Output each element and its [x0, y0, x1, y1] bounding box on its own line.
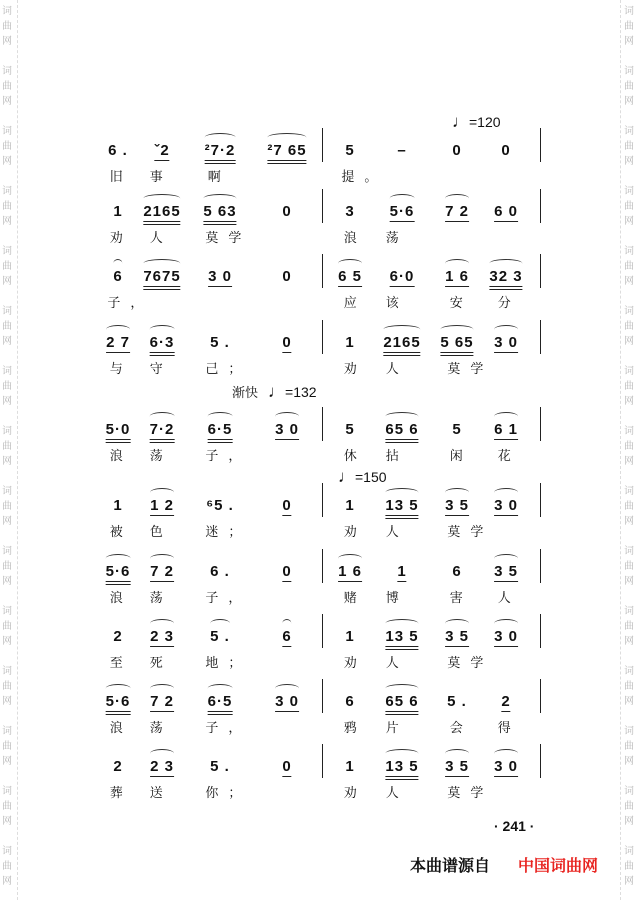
watermark-text: 词 曲 网 — [624, 786, 634, 827]
lyric: 人 — [149, 231, 173, 246]
note: 3 0 — [494, 497, 518, 514]
watermark-text: 词 曲 网 — [624, 426, 634, 467]
note: 1 2 — [150, 497, 174, 514]
watermark-text: 词 曲 网 — [2, 426, 12, 467]
lyric: 劝 — [343, 656, 367, 671]
note: 6 — [282, 628, 292, 645]
note: 5 . — [210, 628, 230, 645]
lyric: 事 — [149, 170, 173, 185]
score-line — [0, 497, 640, 547]
note: 3 0 — [494, 334, 518, 351]
lyric: 劝 — [343, 362, 367, 377]
bar-line — [322, 189, 323, 223]
note: 1 — [345, 628, 355, 645]
note: 7675 — [143, 268, 180, 290]
bar-line — [540, 320, 541, 354]
lyric: 闲 — [449, 449, 473, 464]
lyric: 色 — [149, 525, 173, 540]
watermark-text: 词 曲 网 — [624, 366, 634, 407]
watermark-text: 词 曲 网 — [2, 186, 12, 227]
note: 3 5 — [494, 563, 518, 580]
watermark-text: 词 曲 网 — [624, 726, 634, 767]
lyric: 子， — [205, 721, 252, 736]
lyric: 迷； — [205, 525, 252, 540]
tempo-mark-150: ♩=150 — [338, 467, 387, 486]
watermark-text: 词 曲 网 — [2, 126, 12, 167]
quarter-note-icon: ♩ — [338, 467, 355, 486]
note: 1 — [345, 497, 355, 514]
lyric: 劝 — [343, 786, 367, 801]
bar-line — [540, 744, 541, 778]
watermark-text: 词 曲 网 — [2, 246, 12, 287]
note: 5·6 — [106, 693, 131, 715]
score-line — [0, 268, 640, 318]
lyric: 子， — [205, 449, 252, 464]
lyric: 浪 — [109, 591, 133, 606]
lyric: 死 — [149, 656, 173, 671]
note: 5 — [452, 421, 462, 438]
watermark-text: 词 曲 网 — [2, 486, 12, 527]
lyric: 提。 — [341, 170, 388, 185]
note: ²7 65 — [267, 142, 306, 164]
lyric: 子， — [107, 296, 154, 311]
note: 3 0 — [494, 628, 518, 645]
note: ²7·2 — [205, 142, 236, 164]
score-line — [0, 693, 640, 743]
note: 65 6 — [385, 693, 418, 715]
lyric: 荡 — [149, 721, 173, 736]
note: 0 — [282, 758, 292, 775]
note: 6 1 — [494, 421, 518, 438]
score-line — [0, 334, 640, 384]
lyric: 害 — [449, 591, 473, 606]
note: 13 5 — [385, 497, 418, 519]
note: 0 — [452, 142, 462, 159]
watermark-text: 词 曲 网 — [2, 846, 12, 887]
lyric: 人 — [385, 786, 409, 801]
note: 0 — [282, 203, 292, 220]
note: 6·5 — [208, 421, 233, 443]
note: 5 . — [447, 693, 467, 710]
watermark-text: 词 曲 网 — [624, 246, 634, 287]
note: 5 . — [210, 334, 230, 351]
page-number: · 241 · — [494, 818, 535, 834]
note: 5·0 — [106, 421, 131, 443]
lyric: 莫学 — [205, 231, 252, 246]
note: 32 3 — [489, 268, 522, 290]
note: 2165 — [143, 203, 180, 225]
tempo-mark-132: 渐快 ♩=132 — [232, 382, 317, 401]
lyric: 守 — [149, 362, 173, 377]
source-label: 本曲谱源自 — [410, 856, 491, 875]
lyric: 该 — [385, 296, 409, 311]
note: 0 — [282, 334, 292, 351]
watermark-text: 词 曲 网 — [2, 606, 12, 647]
watermark-text: 词 曲 网 — [624, 606, 634, 647]
watermark-text: 词 曲 网 — [624, 846, 634, 887]
lyric: 人 — [385, 525, 409, 540]
lyric: 旧 — [109, 170, 133, 185]
watermark-text: 词 曲 网 — [2, 66, 12, 107]
note: 2 — [113, 628, 123, 645]
watermark-text: 词 曲 网 — [624, 6, 634, 47]
note: 0 — [282, 563, 292, 580]
watermark-text: 词 曲 网 — [2, 366, 12, 407]
note: 1 — [397, 563, 407, 580]
bar-line — [322, 679, 323, 713]
note: 5 65 — [440, 334, 473, 356]
lyric: 你； — [205, 786, 252, 801]
note: 6 — [345, 693, 355, 710]
note: ˇ2 — [154, 142, 170, 159]
lyric: 荡 — [385, 231, 409, 246]
score-line — [0, 203, 640, 253]
note: 1 6 — [445, 268, 469, 285]
bar-line — [322, 614, 323, 648]
lyric: 子， — [205, 591, 252, 606]
note: 3 0 — [494, 758, 518, 775]
note: 2 — [113, 758, 123, 775]
lyric: 啊 — [207, 170, 231, 185]
note: 6 5 — [338, 268, 362, 285]
note: 1 — [345, 758, 355, 775]
lyric: 被 — [109, 525, 133, 540]
note: 3 5 — [445, 497, 469, 514]
note: 2 — [501, 693, 511, 710]
note: 0 — [282, 497, 292, 514]
lyric: 葬 — [109, 786, 133, 801]
note: 5·6 — [106, 563, 131, 585]
bar-line — [322, 407, 323, 441]
watermark-text: 词 曲 网 — [624, 306, 634, 347]
lyric: 浪 — [109, 721, 133, 736]
lyric: 安 — [449, 296, 473, 311]
note: 6 . — [108, 142, 128, 159]
bar-line — [540, 189, 541, 223]
note: 7 2 — [150, 693, 174, 710]
watermark-text: 词 曲 网 — [2, 546, 12, 587]
note: 6 . — [210, 563, 230, 580]
site-name: 中国词曲网 — [518, 856, 599, 875]
note: 6·5 — [208, 693, 233, 715]
lyric: 浪 — [109, 449, 133, 464]
note: 2 7 — [106, 334, 130, 351]
watermark-text: 词 曲 网 — [624, 126, 634, 167]
quarter-note-icon: ♩ — [268, 382, 286, 401]
note: 0 — [501, 142, 511, 159]
note: 13 5 — [385, 758, 418, 780]
note: 65 6 — [385, 421, 418, 443]
note: 1 6 — [338, 563, 362, 580]
note: – — [397, 142, 407, 159]
bar-line — [540, 549, 541, 583]
lyric: 浪 — [343, 231, 367, 246]
note: 6 — [452, 563, 462, 580]
note: 5 63 — [203, 203, 236, 225]
watermark-text: 词 曲 网 — [624, 486, 634, 527]
note: 1 — [345, 334, 355, 351]
lyric: 莫学 — [447, 656, 494, 671]
note: 3 0 — [275, 693, 299, 710]
bar-line — [540, 128, 541, 162]
lyric: 送 — [149, 786, 173, 801]
lyric: 莫学 — [447, 786, 494, 801]
note: 1 — [113, 203, 123, 220]
lyric: 博 — [385, 591, 409, 606]
bar-line — [540, 679, 541, 713]
note: 5·6 — [389, 203, 415, 220]
lyric: 莫学 — [447, 525, 494, 540]
lyric: 分 — [497, 296, 521, 311]
note: 6·3 — [150, 334, 175, 356]
bar-line — [540, 254, 541, 288]
watermark-text: 词 曲 网 — [2, 726, 12, 767]
watermark-text: 词 曲 网 — [624, 186, 634, 227]
lyric: 劝 — [343, 525, 367, 540]
note: 2 3 — [150, 628, 174, 645]
note: 5 — [345, 142, 355, 159]
lyric: 片 — [385, 721, 409, 736]
watermark-text: 词 曲 网 — [2, 666, 12, 707]
tempo-mark-120: ♩=120 — [452, 112, 501, 131]
bar-line — [540, 614, 541, 648]
note: 5 . — [210, 758, 230, 775]
bar-line — [540, 407, 541, 441]
lyric: 劝 — [109, 231, 133, 246]
lyric: 得 — [497, 721, 521, 736]
lyric: 拈 — [385, 449, 409, 464]
watermark-text: 词 曲 网 — [624, 666, 634, 707]
note: 3 5 — [445, 628, 469, 645]
watermark-text: 词 曲 网 — [624, 66, 634, 107]
note: 5 — [345, 421, 355, 438]
lyric: 人 — [497, 591, 521, 606]
note: 3 5 — [445, 758, 469, 775]
lyric: 荡 — [149, 591, 173, 606]
bar-line — [322, 483, 323, 517]
note: 3 0 — [208, 268, 232, 285]
watermark-text: 词 曲 网 — [2, 6, 12, 47]
score-line — [0, 628, 640, 678]
note: 1 — [113, 497, 123, 514]
note: 3 — [345, 203, 355, 220]
watermark-text: 词 曲 网 — [624, 546, 634, 587]
accelerando-label: 渐快 — [232, 386, 259, 401]
bar-line — [540, 483, 541, 517]
lyric: 鸦 — [343, 721, 367, 736]
note: 2165 — [383, 334, 420, 356]
lyric: 至 — [109, 656, 133, 671]
note: 6 0 — [494, 203, 518, 220]
lyric: 人 — [385, 656, 409, 671]
lyric: 赌 — [343, 591, 367, 606]
lyric: 地； — [205, 656, 252, 671]
note: ⁶5 . — [206, 497, 234, 514]
lyric: 花 — [497, 449, 521, 464]
note: 7·2 — [150, 421, 175, 443]
note: 6·0 — [389, 268, 415, 285]
bar-line — [322, 744, 323, 778]
score-line — [0, 563, 640, 613]
note: 0 — [282, 268, 292, 285]
note: 7 2 — [445, 203, 469, 220]
note: 6 — [113, 268, 123, 285]
score-line — [0, 421, 640, 471]
bar-line — [322, 549, 323, 583]
lyric: 人 — [385, 362, 409, 377]
note: 2 3 — [150, 758, 174, 775]
score-line — [0, 758, 640, 808]
note: 3 0 — [275, 421, 299, 438]
score-line — [0, 142, 640, 192]
lyric: 己； — [205, 362, 252, 377]
quarter-note-icon: ♩ — [452, 112, 469, 131]
bar-line — [322, 320, 323, 354]
lyric: 会 — [449, 721, 473, 736]
lyric: 荡 — [149, 449, 173, 464]
lyric: 莫学 — [447, 362, 494, 377]
lyric: 休 — [343, 449, 367, 464]
note: 7 2 — [150, 563, 174, 580]
lyric: 与 — [109, 362, 133, 377]
bar-line — [322, 254, 323, 288]
note: 13 5 — [385, 628, 418, 650]
watermark-text: 词 曲 网 — [2, 786, 12, 827]
watermark-text: 词 曲 网 — [2, 306, 12, 347]
lyric: 应 — [343, 296, 367, 311]
bar-line — [322, 128, 323, 162]
